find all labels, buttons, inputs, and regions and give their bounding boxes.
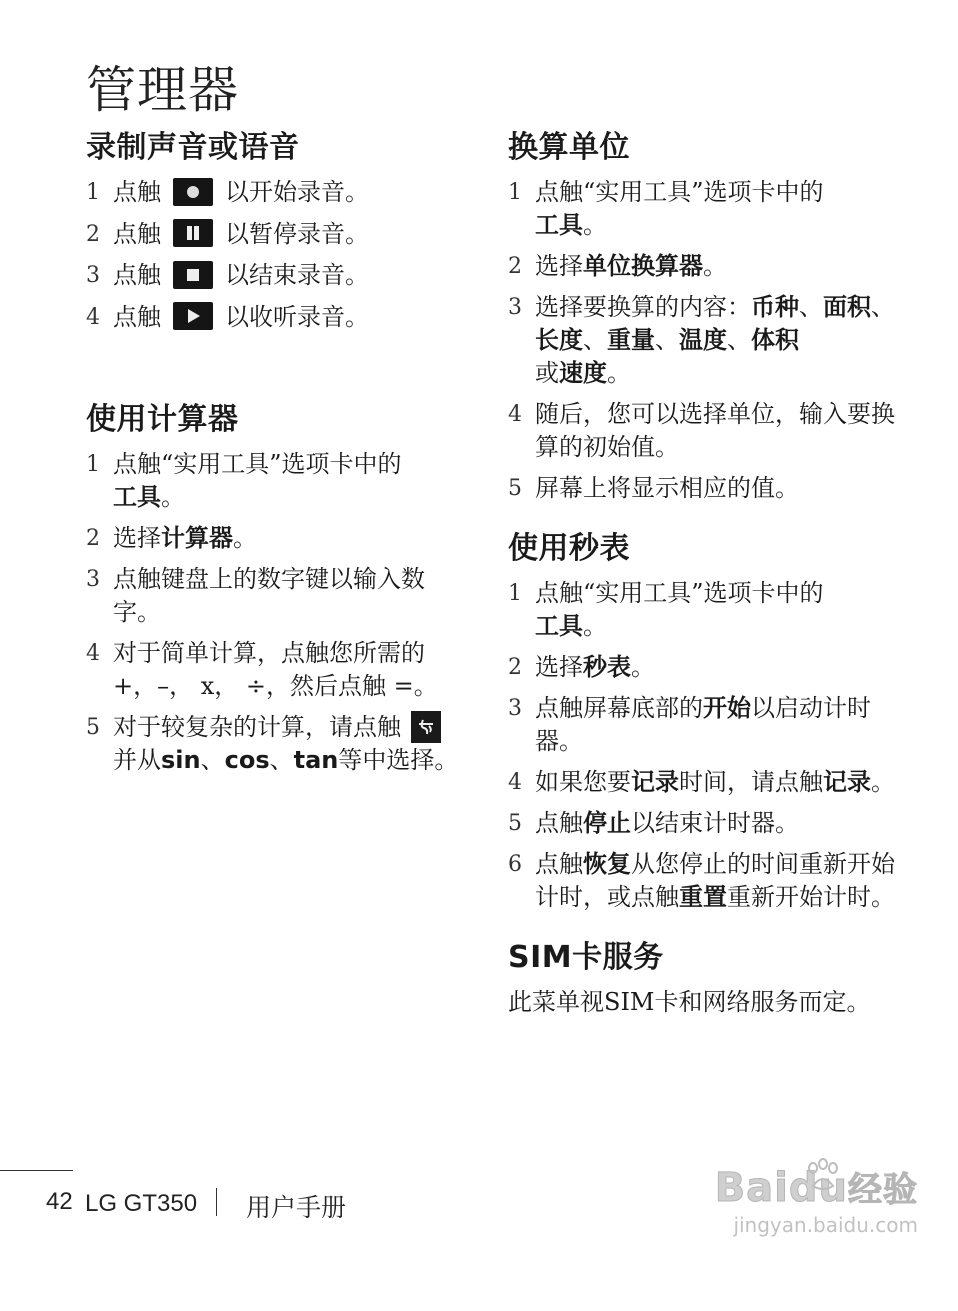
step-text: 点触 (535, 809, 583, 837)
step-text: 、 (799, 293, 823, 321)
stopwatch-heading: 使用秒表 (508, 531, 630, 566)
converter-step-4 (508, 398, 898, 464)
converter-steps (508, 176, 898, 505)
step-bold: 温度 (679, 326, 727, 354)
step-text: 随后，您可以选择单位，输入要换算的初始值。 (535, 400, 895, 461)
step-text: 点触 (113, 178, 161, 206)
step-text: 重新开始计时。 (727, 883, 895, 911)
step-bold: 工具 (535, 612, 583, 640)
calculator-steps (86, 448, 471, 777)
step-text: 。 (703, 252, 727, 280)
step-text: 选择 (535, 252, 583, 280)
step-text: 点触“实用工具”选项卡中的 (535, 579, 824, 607)
step-number: 2 (86, 526, 100, 551)
paw-icon (803, 1156, 843, 1196)
step-number: 3 (508, 295, 522, 320)
step-text: 以暂停录音。 (225, 219, 369, 248)
converter-step-2 (508, 250, 898, 283)
step-number: 4 (508, 402, 522, 427)
record-step-3 (86, 259, 471, 293)
step-text: 对于简单计算，点触您所需的 +，–， x， ÷，然后点触 =。 (113, 639, 438, 700)
step-text: 、 (200, 746, 225, 774)
step-bold: 恢复 (583, 850, 631, 878)
step-text: 。 (871, 768, 895, 796)
step-text: 。 (631, 653, 655, 681)
step-text: 时间，请点触 (679, 768, 823, 796)
converter-heading: 换算单位 (508, 130, 630, 165)
step-number: 4 (508, 770, 522, 795)
stopwatch-step-4 (508, 766, 898, 799)
step-bold: 速度 (559, 359, 607, 387)
calculator-section (86, 394, 471, 777)
step-bold: 开始 (703, 694, 751, 722)
step-text: 以结束录音。 (225, 261, 369, 289)
step-text: 选择 (535, 653, 583, 681)
stopwatch-step-6 (508, 848, 898, 914)
step-number: 2 (508, 254, 522, 279)
step-number: 1 (508, 180, 522, 205)
step-text: 、 (727, 326, 751, 354)
step-text: 屏幕上将显示相应的值。 (535, 474, 799, 502)
step-text: 点触 (113, 219, 161, 248)
step-text: 。 (583, 211, 607, 239)
calculator-step-4 (86, 637, 471, 703)
step-text: 并从 (113, 746, 161, 774)
footer-rule (0, 1170, 73, 1171)
step-text: 选择要换算的内容： (535, 293, 751, 321)
step-bold: 工具 (535, 211, 583, 239)
left-column (86, 122, 471, 785)
step-text: 如果您要 (535, 768, 631, 796)
step-bold: 面积 (823, 293, 871, 321)
stopwatch-step-5 (508, 807, 898, 840)
step-text: 。 (583, 612, 607, 640)
watermark-url: jingyan.baidu.com (733, 1213, 918, 1237)
sim-text: 此菜单视SIM卡和网络服务而定。 (508, 988, 871, 1016)
step-text: 以启动计时器。 (535, 694, 871, 755)
step-bold: 记录 (631, 768, 679, 796)
step-bold: 计算器 (161, 524, 233, 552)
page-title: 管理器 (86, 61, 239, 119)
step-text: 。 (161, 483, 185, 511)
record-heading: 录制声音或语音 (86, 130, 300, 165)
step-text: 、 (583, 326, 607, 354)
record-section (86, 122, 471, 334)
step-text: 。 (233, 524, 257, 552)
stopwatch-step-3 (508, 692, 898, 758)
step-text: 以开始录音。 (225, 178, 369, 206)
record-icon (173, 178, 213, 206)
sim-section (508, 932, 898, 1019)
step-bold: 长度 (535, 326, 583, 354)
step-number: 1 (86, 180, 100, 205)
step-text: 以收听录音。 (225, 302, 369, 331)
stop-icon (173, 261, 213, 289)
function-icon (411, 711, 441, 743)
calculator-step-5 (86, 711, 471, 777)
record-step-4 (86, 301, 471, 335)
converter-step-3 (508, 291, 898, 390)
step-text: 选择 (113, 524, 161, 552)
calculator-step-2 (86, 522, 471, 555)
step-text: 点触屏幕底部的 (535, 694, 703, 722)
step-bold: 重量 (607, 326, 655, 354)
record-step-1 (86, 176, 471, 210)
step-number: 2 (86, 221, 100, 247)
step-number: 5 (508, 811, 522, 836)
footer-model: LG GT350 (85, 1190, 198, 1217)
step-text: 。 (607, 359, 631, 387)
step-text: 对于较复杂的计算，请点触 (113, 713, 401, 741)
watermark-du: du (788, 1165, 848, 1211)
page-number: 42 (46, 1188, 73, 1215)
watermark-jingyan: 经验 (848, 1170, 918, 1210)
step-text: 从您停止的时间重新开始计时，或点触 (535, 850, 895, 911)
step-text: 等中选择。 (338, 746, 459, 774)
step-text: 、 (269, 746, 294, 774)
calculator-step-1 (86, 448, 471, 514)
calculator-step-3 (86, 563, 471, 629)
converter-step-5 (508, 472, 898, 505)
step-text: 以结束计时器。 (631, 809, 799, 837)
step-text: 点触键盘上的数字键以输入数字。 (113, 565, 425, 626)
footer-separator (216, 1188, 217, 1216)
step-text: 点触“实用工具”选项卡中的 (113, 450, 402, 478)
step-bold: 单位换算器 (583, 252, 703, 280)
step-bold: 记录 (823, 768, 871, 796)
record-step-2 (86, 218, 471, 252)
record-steps (86, 176, 471, 334)
step-number: 4 (86, 641, 100, 666)
step-text: 、 (655, 326, 679, 354)
converter-step-1 (508, 176, 898, 242)
stopwatch-step-2 (508, 651, 898, 684)
step-text: 点触“实用工具”选项卡中的 (535, 178, 824, 206)
step-bold: 秒表 (583, 653, 631, 681)
step-text: 、 (871, 293, 895, 321)
step-number: 3 (86, 263, 100, 288)
converter-section (508, 122, 898, 505)
watermark-bai: Bai (714, 1165, 789, 1211)
step-text: 点触 (113, 261, 161, 289)
sim-heading: SIM卡服务 (508, 940, 664, 975)
step-text: 点触 (113, 302, 161, 331)
step-bold: 停止 (583, 809, 631, 837)
step-number: 5 (508, 476, 522, 501)
step-bold: cos (224, 746, 270, 774)
step-number: 1 (508, 581, 522, 606)
step-bold: 币种 (751, 293, 799, 321)
stopwatch-steps (508, 577, 898, 914)
step-bold: 重置 (679, 883, 727, 911)
footer-manual-label: 用户手册 (246, 1193, 347, 1222)
step-number: 2 (508, 655, 522, 680)
calculator-heading: 使用计算器 (86, 402, 239, 437)
step-number: 3 (508, 696, 522, 721)
step-text: 点触 (535, 850, 583, 878)
baidu-watermark (715, 1162, 918, 1237)
play-icon (173, 302, 213, 330)
step-number: 4 (86, 304, 100, 330)
step-number: 3 (86, 567, 100, 592)
stopwatch-step-1 (508, 577, 898, 643)
step-number: 5 (86, 715, 100, 740)
right-column (508, 122, 898, 1019)
stopwatch-section (508, 523, 898, 914)
pause-icon (173, 219, 213, 247)
step-bold: tan (293, 746, 339, 774)
step-bold: sin (161, 746, 201, 774)
step-number: 1 (86, 452, 100, 477)
step-text: 或 (535, 359, 559, 387)
step-bold: 体积 (751, 326, 799, 354)
step-bold: 工具 (113, 483, 161, 511)
step-number: 6 (508, 852, 522, 877)
